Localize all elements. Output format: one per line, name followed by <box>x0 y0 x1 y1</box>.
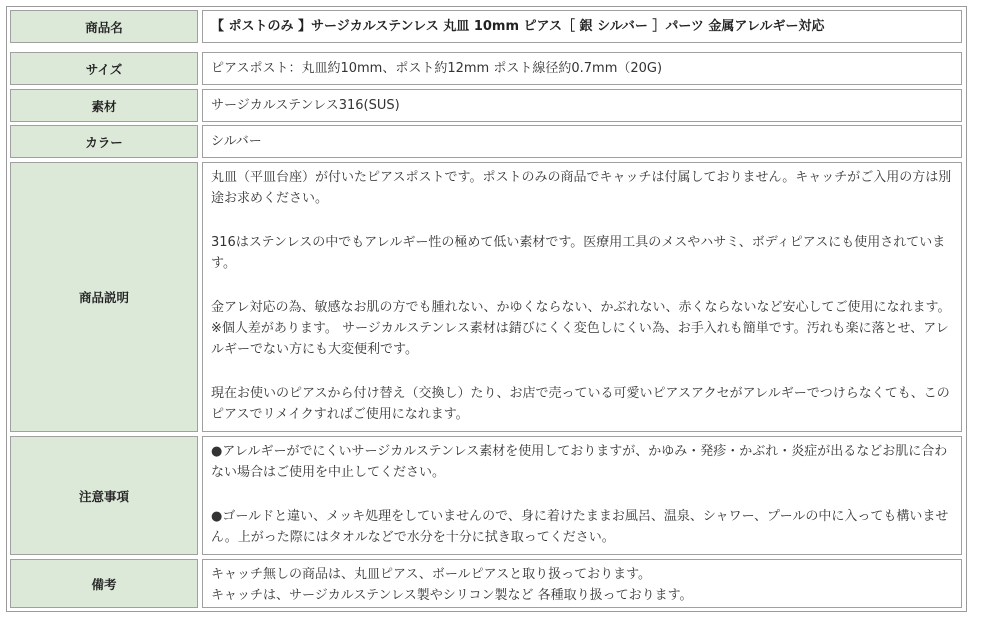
value-cautions <box>202 436 962 555</box>
description-paragraph <box>211 297 953 360</box>
caution-text-line: ●ゴールドと違い、メッキ処理をしていませんので、身に着けたままお風呂、温泉、シャワー、プールの中に入っても構いませ <box>211 509 949 524</box>
caution-paragraph <box>211 506 953 548</box>
caution-paragraph <box>211 441 953 483</box>
description-text-line: 316はステンレスの中でもアレルギー性の極めて低い素材です。医療用工具のメスやハサミ、ボディピアスにも使用されていま <box>211 235 946 250</box>
description-paragraph <box>211 232 953 274</box>
label-notes: 備考 <box>10 559 198 608</box>
description-text-line: す。 <box>211 256 236 271</box>
description-paragraph <box>211 167 953 209</box>
label-material: 素材 <box>10 89 198 122</box>
row-size <box>7 52 966 85</box>
caution-text-line: ない場合はご使用を中止してください。 <box>211 465 446 480</box>
label-cautions: 注意事項 <box>10 436 198 555</box>
notes-text-line: キャッチ無しの商品は、丸皿ピアス、ボールピアスと取り扱っております。 <box>211 567 652 582</box>
value-size: ピアスポスト：丸皿約10mm、ポスト約12mm ポスト線径約0.7mm（20G) <box>202 52 962 85</box>
caution-text-line: ん。上がった際にはタオルなどで水分を十分に拭き取ってください。 <box>211 530 615 545</box>
value-notes <box>202 559 962 608</box>
row-color <box>7 125 966 158</box>
product-spec-table <box>6 6 967 612</box>
description-text-line: ※個人差があります。 サージカルステンレス素材は錆びにくく変色しにくい為、お手入れも簡単です。汚れも楽に落とせ、アレ <box>211 321 949 336</box>
label-size: サイズ <box>10 52 198 85</box>
caution-text-line: ●アレルギーがでにくいサージカルステンレス素材を使用しておりますが、かゆみ・発疹・かぶれ・炎症が出るなどお肌に合わ <box>211 444 948 459</box>
value-description <box>202 162 962 432</box>
label-description: 商品説明 <box>10 162 198 432</box>
description-text-line: 現在お使いのピアスから付け替え（交換し）たり、お店で売っている可愛いピアスアクセがアレルギーでつけらなくても、この <box>211 386 950 401</box>
value-color: シルバー <box>202 125 962 158</box>
description-paragraph <box>211 383 953 425</box>
row-description <box>7 162 966 432</box>
row-cautions <box>7 436 966 555</box>
label-color: カラー <box>10 125 198 158</box>
row-notes <box>7 559 966 608</box>
value-product-name: 【 ポストのみ 】サージカルステンレス 丸皿 10mm ピアス［ 銀 シルバー ］パーツ 金属アレルギー対応 <box>202 10 962 43</box>
description-text-line: ルギーでない方にも大変便利です。 <box>211 342 418 357</box>
row-product-name <box>7 10 966 43</box>
description-text-line: 丸皿（平皿台座）が付いたピアスポストです。ポストのみの商品でキャッチは付属しておりません。キャッチがご入用の方は別 <box>211 170 952 185</box>
description-text-line: 途お求めください。 <box>211 191 329 206</box>
notes-text-line: キャッチは、サージカルステンレス製やシリコン製など 各種取り扱っております。 <box>211 588 693 603</box>
description-text-line: 金アレ対応の為、敏感なお肌の方でも腫れない、かゆくならない、かぶれない、赤くならないなど安心してご使用になれます。 <box>211 300 951 315</box>
label-product-name: 商品名 <box>10 10 198 43</box>
value-material: サージカルステンレス316(SUS) <box>202 89 962 122</box>
description-text-line: ピアスでリメイクすればご使用になれます。 <box>211 407 469 422</box>
row-material <box>7 89 966 122</box>
